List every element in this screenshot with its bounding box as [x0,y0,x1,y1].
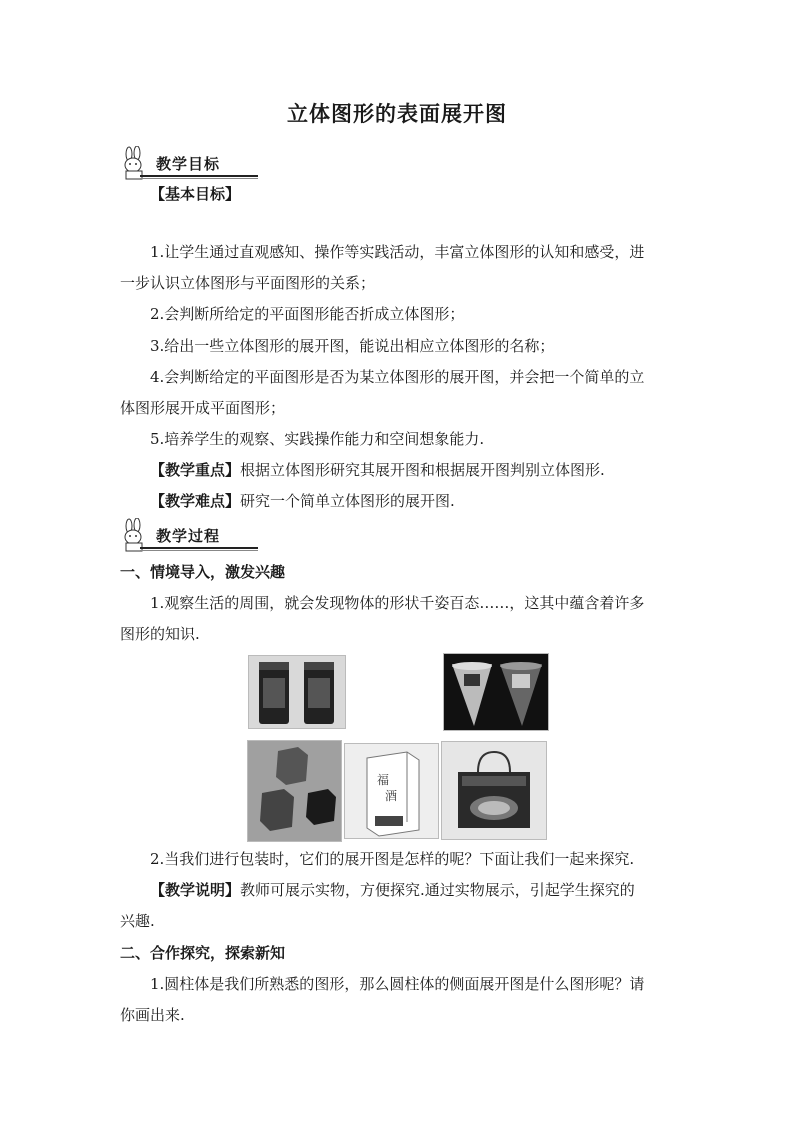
photo-liquor-box [344,743,439,839]
photo-gift-bag [441,741,547,840]
svg-text:酒: 酒 [385,789,398,803]
goal-item-1-line-2: 一步认识立体图形与平面图形的关系； [120,274,376,292]
page-title: 立体图形的表面展开图 [287,101,507,126]
part-1-heading: 一、情境导入，激发兴趣 [120,563,286,581]
goal-item-2: 2.会判断所给定的平面图形能否折成立体图形； [150,305,465,323]
section-heading-process [118,518,248,556]
photo-cone-packages [443,653,549,731]
key-point-text: 根据立体图形研究其展开图和根据展开图判别立体图形. [240,461,605,479]
section-heading-label: 教学过程 [156,527,221,545]
question-1-line-2: 你画出来. [120,1006,185,1024]
paragraph-1-line-1: 1.观察生活的周围，就会发现物体的形状千姿百态……，这其中蕴含着许多 [150,594,645,612]
svg-text:福: 福 [377,773,390,787]
section-heading-label: 教学目标 [156,155,221,173]
paragraph-1-line-2: 图形的知识. [120,625,200,643]
paragraph-2: 2.当我们进行包装时，它们的展开图是怎样的呢？下面让我们一起来探究. [150,850,635,868]
heading-underline [140,547,258,549]
heading-underline-thin [140,178,258,179]
goal-item-4-line-2: 体图形展开成平面图形； [120,399,286,417]
difficulty-point [150,491,710,511]
heading-underline-thin [140,550,258,551]
photo-hexagonal-boxes [247,740,342,842]
teaching-note-line-2: 兴趣. [120,912,155,930]
question-1-line-1: 1.圆柱体是我们所熟悉的图形，那么圆柱体的侧面展开图是什么图形呢？请 [150,975,645,993]
goal-item-3: 3.给出一些立体图形的展开图，能说出相应立体图形的名称； [150,337,555,355]
difficulty-point-label: 【教学难点】 [150,492,241,510]
difficulty-point-text: 研究一个简单立体图形的展开图. [240,492,455,510]
goal-item-1-line-1: 1.让学生通过直观感知、操作等实践活动，丰富立体图形的认知和感受，进 [150,243,645,261]
heading-underline [140,175,258,177]
basic-goal-label: 【基本目标】 [150,185,241,203]
goal-item-4-line-1: 4.会判断给定的平面图形是否为某立体图形的展开图，并会把一个简单的立 [150,368,645,386]
goal-item-5: 5.培养学生的观察、实践操作能力和空间想象能力. [150,430,485,448]
teaching-note-line-1 [150,880,710,900]
key-point [150,460,710,480]
section-heading-goals [118,146,248,184]
key-point-label: 【教学重点】 [150,461,241,479]
teaching-note-label: 【教学说明】 [150,881,241,899]
photo-tea-canisters [248,655,346,729]
part-2-heading: 二、合作探究，探索新知 [120,944,286,962]
teaching-note-text: 教师可展示实物，方便探究.通过实物展示，引起学生探究的 [240,881,635,899]
